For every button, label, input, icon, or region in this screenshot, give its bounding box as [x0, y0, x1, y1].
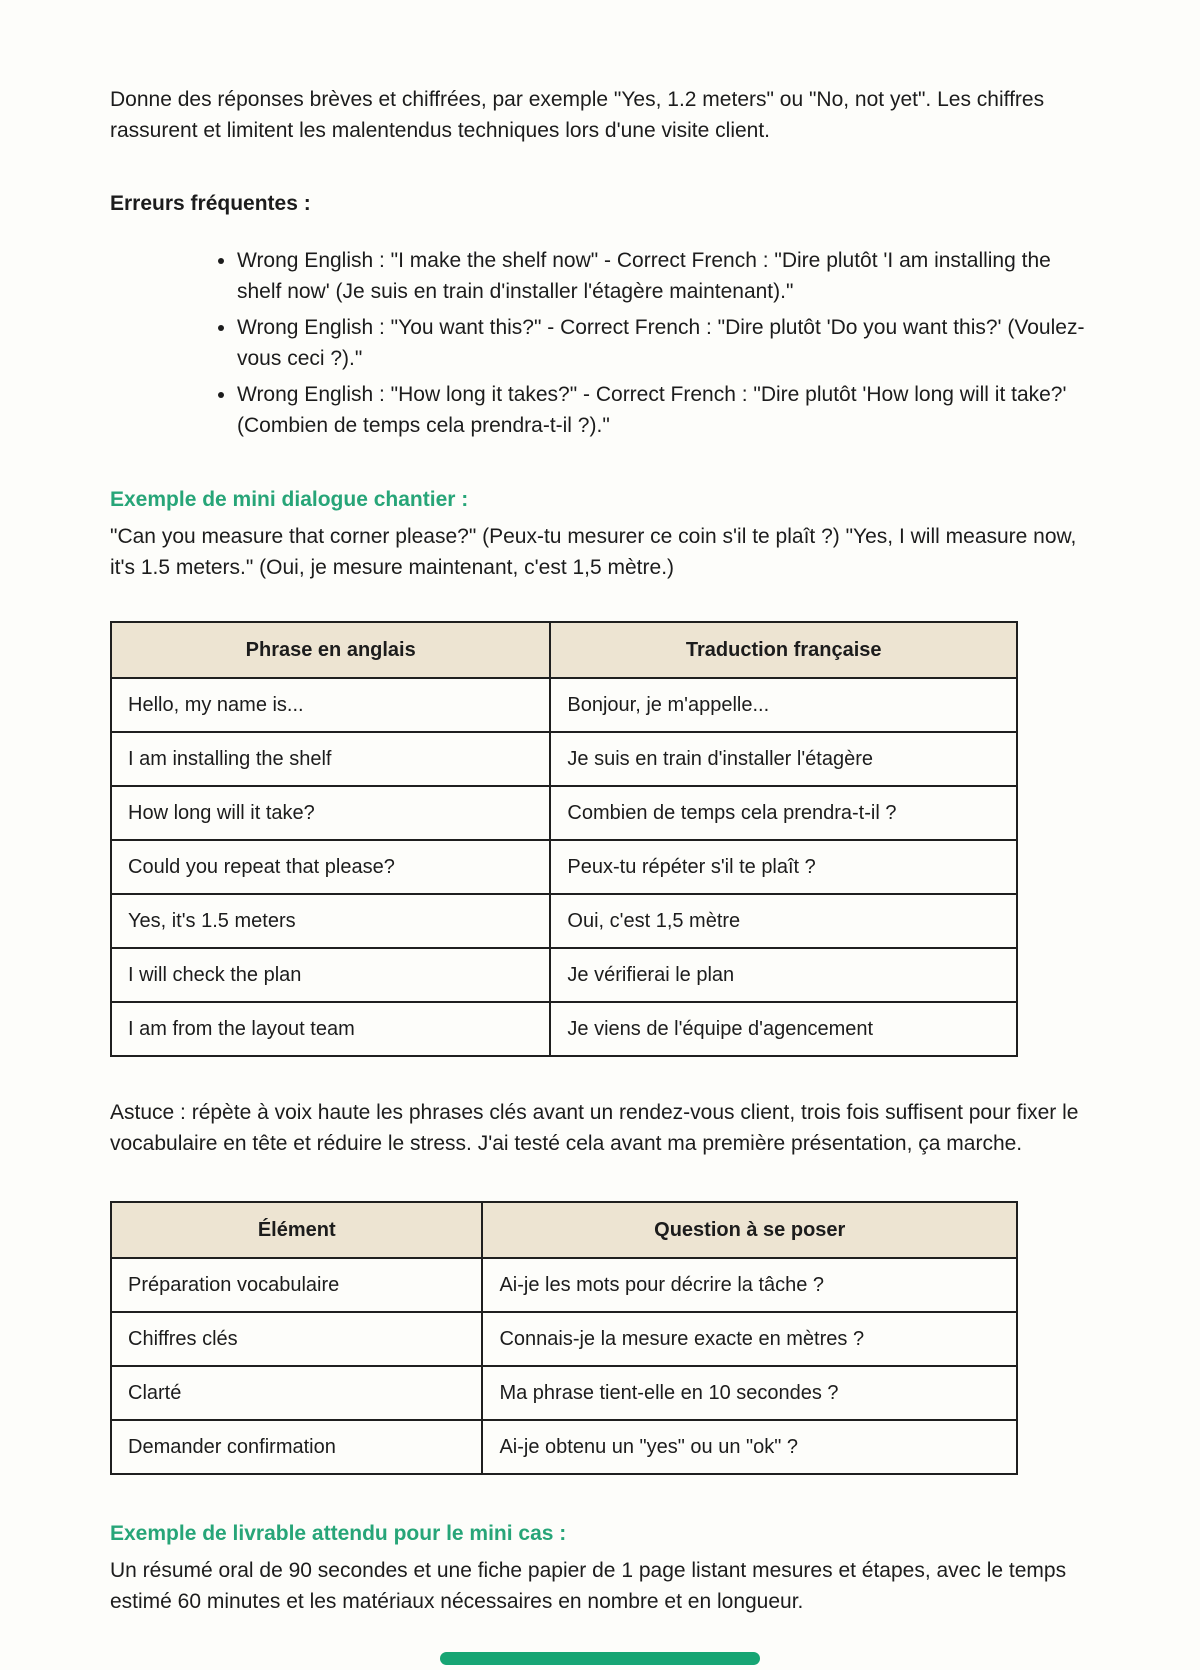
column-header: Traduction française	[550, 622, 1017, 678]
list-item: • Wrong English : "You want this?" - Correct French : "Dire plutôt 'Do you want this?' (Voulez-vous ceci ?)."	[237, 312, 1090, 374]
table-cell: Ai-je les mots pour décrire la tâche ?	[482, 1258, 1017, 1312]
table-row	[111, 894, 1017, 948]
table-cell: Peux-tu répéter s'il te plaît ?	[550, 840, 1017, 894]
table-cell: Oui, c'est 1,5 mètre	[550, 894, 1017, 948]
table-cell: Could you repeat that please?	[111, 840, 550, 894]
errors-heading: Erreurs fréquentes :	[110, 192, 311, 215]
table-cell: Je viens de l'équipe d'agencement	[550, 1002, 1017, 1056]
table-header-row	[111, 1202, 1017, 1258]
table-cell: I am from the layout team	[111, 1002, 550, 1056]
table-row	[111, 1258, 1017, 1312]
column-header: Élément	[111, 1202, 482, 1258]
deliverable-heading: Exemple de livrable attendu pour le mini cas :	[110, 1522, 567, 1545]
table-cell: Combien de temps cela prendra-t-il ?	[550, 786, 1017, 840]
table-cell: Préparation vocabulaire	[111, 1258, 482, 1312]
table-cell: How long will it take?	[111, 786, 550, 840]
table-cell: Ai-je obtenu un "yes" ou un "ok" ?	[482, 1420, 1017, 1474]
table-cell: Connais-je la mesure exacte en mètres ?	[482, 1312, 1017, 1366]
table-row	[111, 732, 1017, 786]
column-header: Phrase en anglais	[111, 622, 550, 678]
table-row	[111, 840, 1017, 894]
table-cell: Demander confirmation	[111, 1420, 482, 1474]
table-row	[111, 1420, 1017, 1474]
table-row	[111, 1002, 1017, 1056]
tip-paragraph: Astuce : répète à voix haute les phrases clés avant un rendez-vous client, trois fois suffisent pour fixer le vocabulaire en tête et réduire le stress. J'ai testé cela avant ma première présentation, ça marche.	[110, 1101, 1079, 1155]
table-row	[111, 948, 1017, 1002]
table-row	[111, 678, 1017, 732]
dialogue-paragraph: "Can you measure that corner please?" (Peux-tu mesurer ce coin s'il te plaît ?) "Yes, I will measure now, it's 1.5 meters." (Oui, je mesure maintenant, c'est 1,5 mètre.)	[110, 525, 1077, 579]
table-cell: Bonjour, je m'appelle...	[550, 678, 1017, 732]
intro-paragraph: Donne des réponses brèves et chiffrées, par exemple "Yes, 1.2 meters" ou "No, not yet". Les chiffres rassurent et limitent les malentendus techniques lors d'une visite client.	[110, 88, 1045, 142]
table-cell: Je suis en train d'installer l'étagère	[550, 732, 1017, 786]
table-row	[111, 1366, 1017, 1420]
list-item: • Wrong English : "I make the shelf now" - Correct French : "Dire plutôt 'I am installing the shelf now' (Je suis en train d'installer l'étagère maintenant)."	[237, 245, 1090, 307]
column-header: Question à se poser	[482, 1202, 1017, 1258]
table-cell: Yes, it's 1.5 meters	[111, 894, 550, 948]
table-cell: Clarté	[111, 1366, 482, 1420]
dialogue-heading: Exemple de mini dialogue chantier :	[110, 488, 469, 511]
table-cell: Hello, my name is...	[111, 678, 550, 732]
table-header-row	[111, 622, 1017, 678]
table-cell: I am installing the shelf	[111, 732, 550, 786]
table-cell: Ma phrase tient-elle en 10 secondes ?	[482, 1366, 1017, 1420]
list-item: • Wrong English : "How long it takes?" - Correct French : "Dire plutôt 'How long will it take?' (Combien de temps cela prendra-t-il ?)."	[237, 379, 1090, 441]
checklist-table	[110, 1201, 1018, 1475]
page-footer-bar	[440, 1652, 760, 1665]
table-cell: I will check the plan	[111, 948, 550, 1002]
table-row	[111, 786, 1017, 840]
table-row	[111, 1312, 1017, 1366]
deliverable-paragraph: Un résumé oral de 90 secondes et une fiche papier de 1 page listant mesures et étapes, avec le temps estimé 60 minutes et les matériaux nécessaires en nombre et en longueur.	[110, 1559, 1067, 1613]
phrases-table	[110, 621, 1018, 1057]
table-cell: Chiffres clés	[111, 1312, 482, 1366]
table-cell: Je vérifierai le plan	[550, 948, 1017, 1002]
errors-list	[110, 245, 1090, 441]
